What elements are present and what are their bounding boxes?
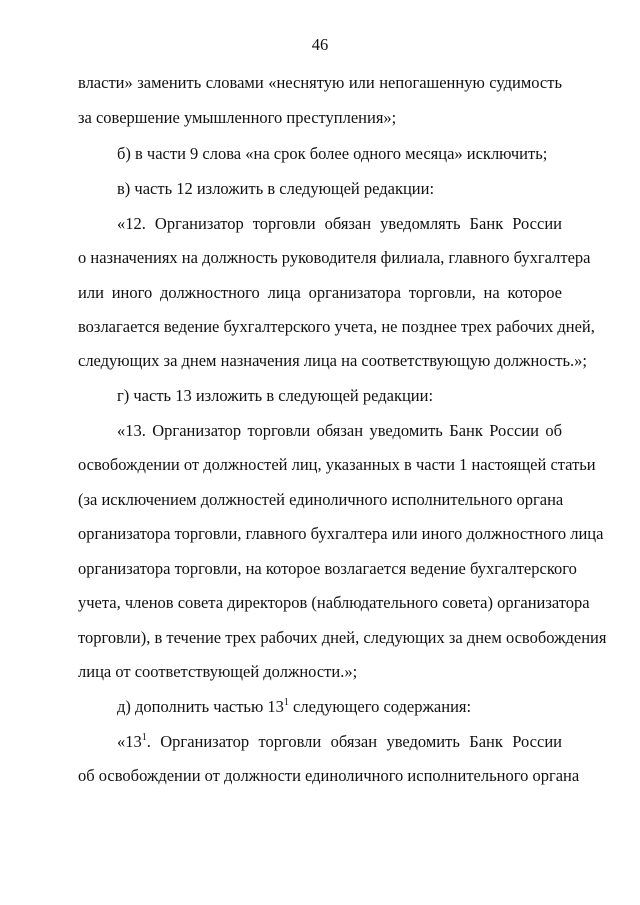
- text-line: или иного должностного лица организатора торговли, на которое: [78, 283, 562, 302]
- line-d-after: следующего содержания:: [288, 697, 472, 716]
- line-d-before: д) дополнить частью 13: [117, 697, 284, 716]
- line-13-1-before: «13: [117, 732, 142, 751]
- text-line: «13. Организатор торговли обязан уведомить Банк России об: [117, 421, 562, 440]
- page-number: 46: [311, 35, 329, 54]
- text-line: освобождении от должностей лиц, указанных в части 1 настоящей статьи: [78, 455, 596, 474]
- text-line: «12. Организатор торговли обязан уведомлять Банк России: [117, 214, 562, 233]
- text-line: учета, членов совета директоров (наблюдательного совета) организатора: [78, 593, 590, 612]
- text-line: об освобождении от должности единоличного исполнительного органа: [78, 766, 580, 785]
- text-line: за совершение умышленного преступления»;: [78, 108, 397, 127]
- text-line: организатора торговли, главного бухгалтера или иного должностного лица: [78, 524, 604, 543]
- superscript: 1: [283, 697, 289, 708]
- line-13-1-after: . Организатор торговли обязан уведомить Банк России: [146, 732, 562, 751]
- text-line-with-superscript: [117, 697, 562, 717]
- text-line: (за исключением должностей единоличного исполнительного органа: [78, 490, 564, 509]
- text-line: в) часть 12 изложить в следующей редакции:: [117, 179, 435, 198]
- superscript: 1: [141, 732, 147, 743]
- text-line: лица от соответствующей должности.»;: [78, 662, 358, 681]
- text-line: г) часть 13 изложить в следующей редакции:: [117, 386, 434, 405]
- text-line: следующих за днем назначения лица на соответствующую должность.»;: [78, 351, 587, 370]
- text-line: о назначениях на должность руководителя филиала, главного бухгалтера: [78, 248, 591, 267]
- text-line: организатора торговли, на которое возлагается ведение бухгалтерского: [78, 559, 577, 578]
- text-line: возлагается ведение бухгалтерского учета, не позднее трех рабочих дней,: [78, 317, 595, 336]
- text-line: власти» заменить словами «неснятую или непогашенную судимость: [78, 73, 562, 92]
- text-line-with-superscript: [117, 732, 562, 752]
- text-line: торговли), в течение трех рабочих дней, следующих за днем освобождения: [78, 628, 607, 647]
- text-line: б) в части 9 слова «на срок более одного месяца» исключить;: [117, 144, 548, 163]
